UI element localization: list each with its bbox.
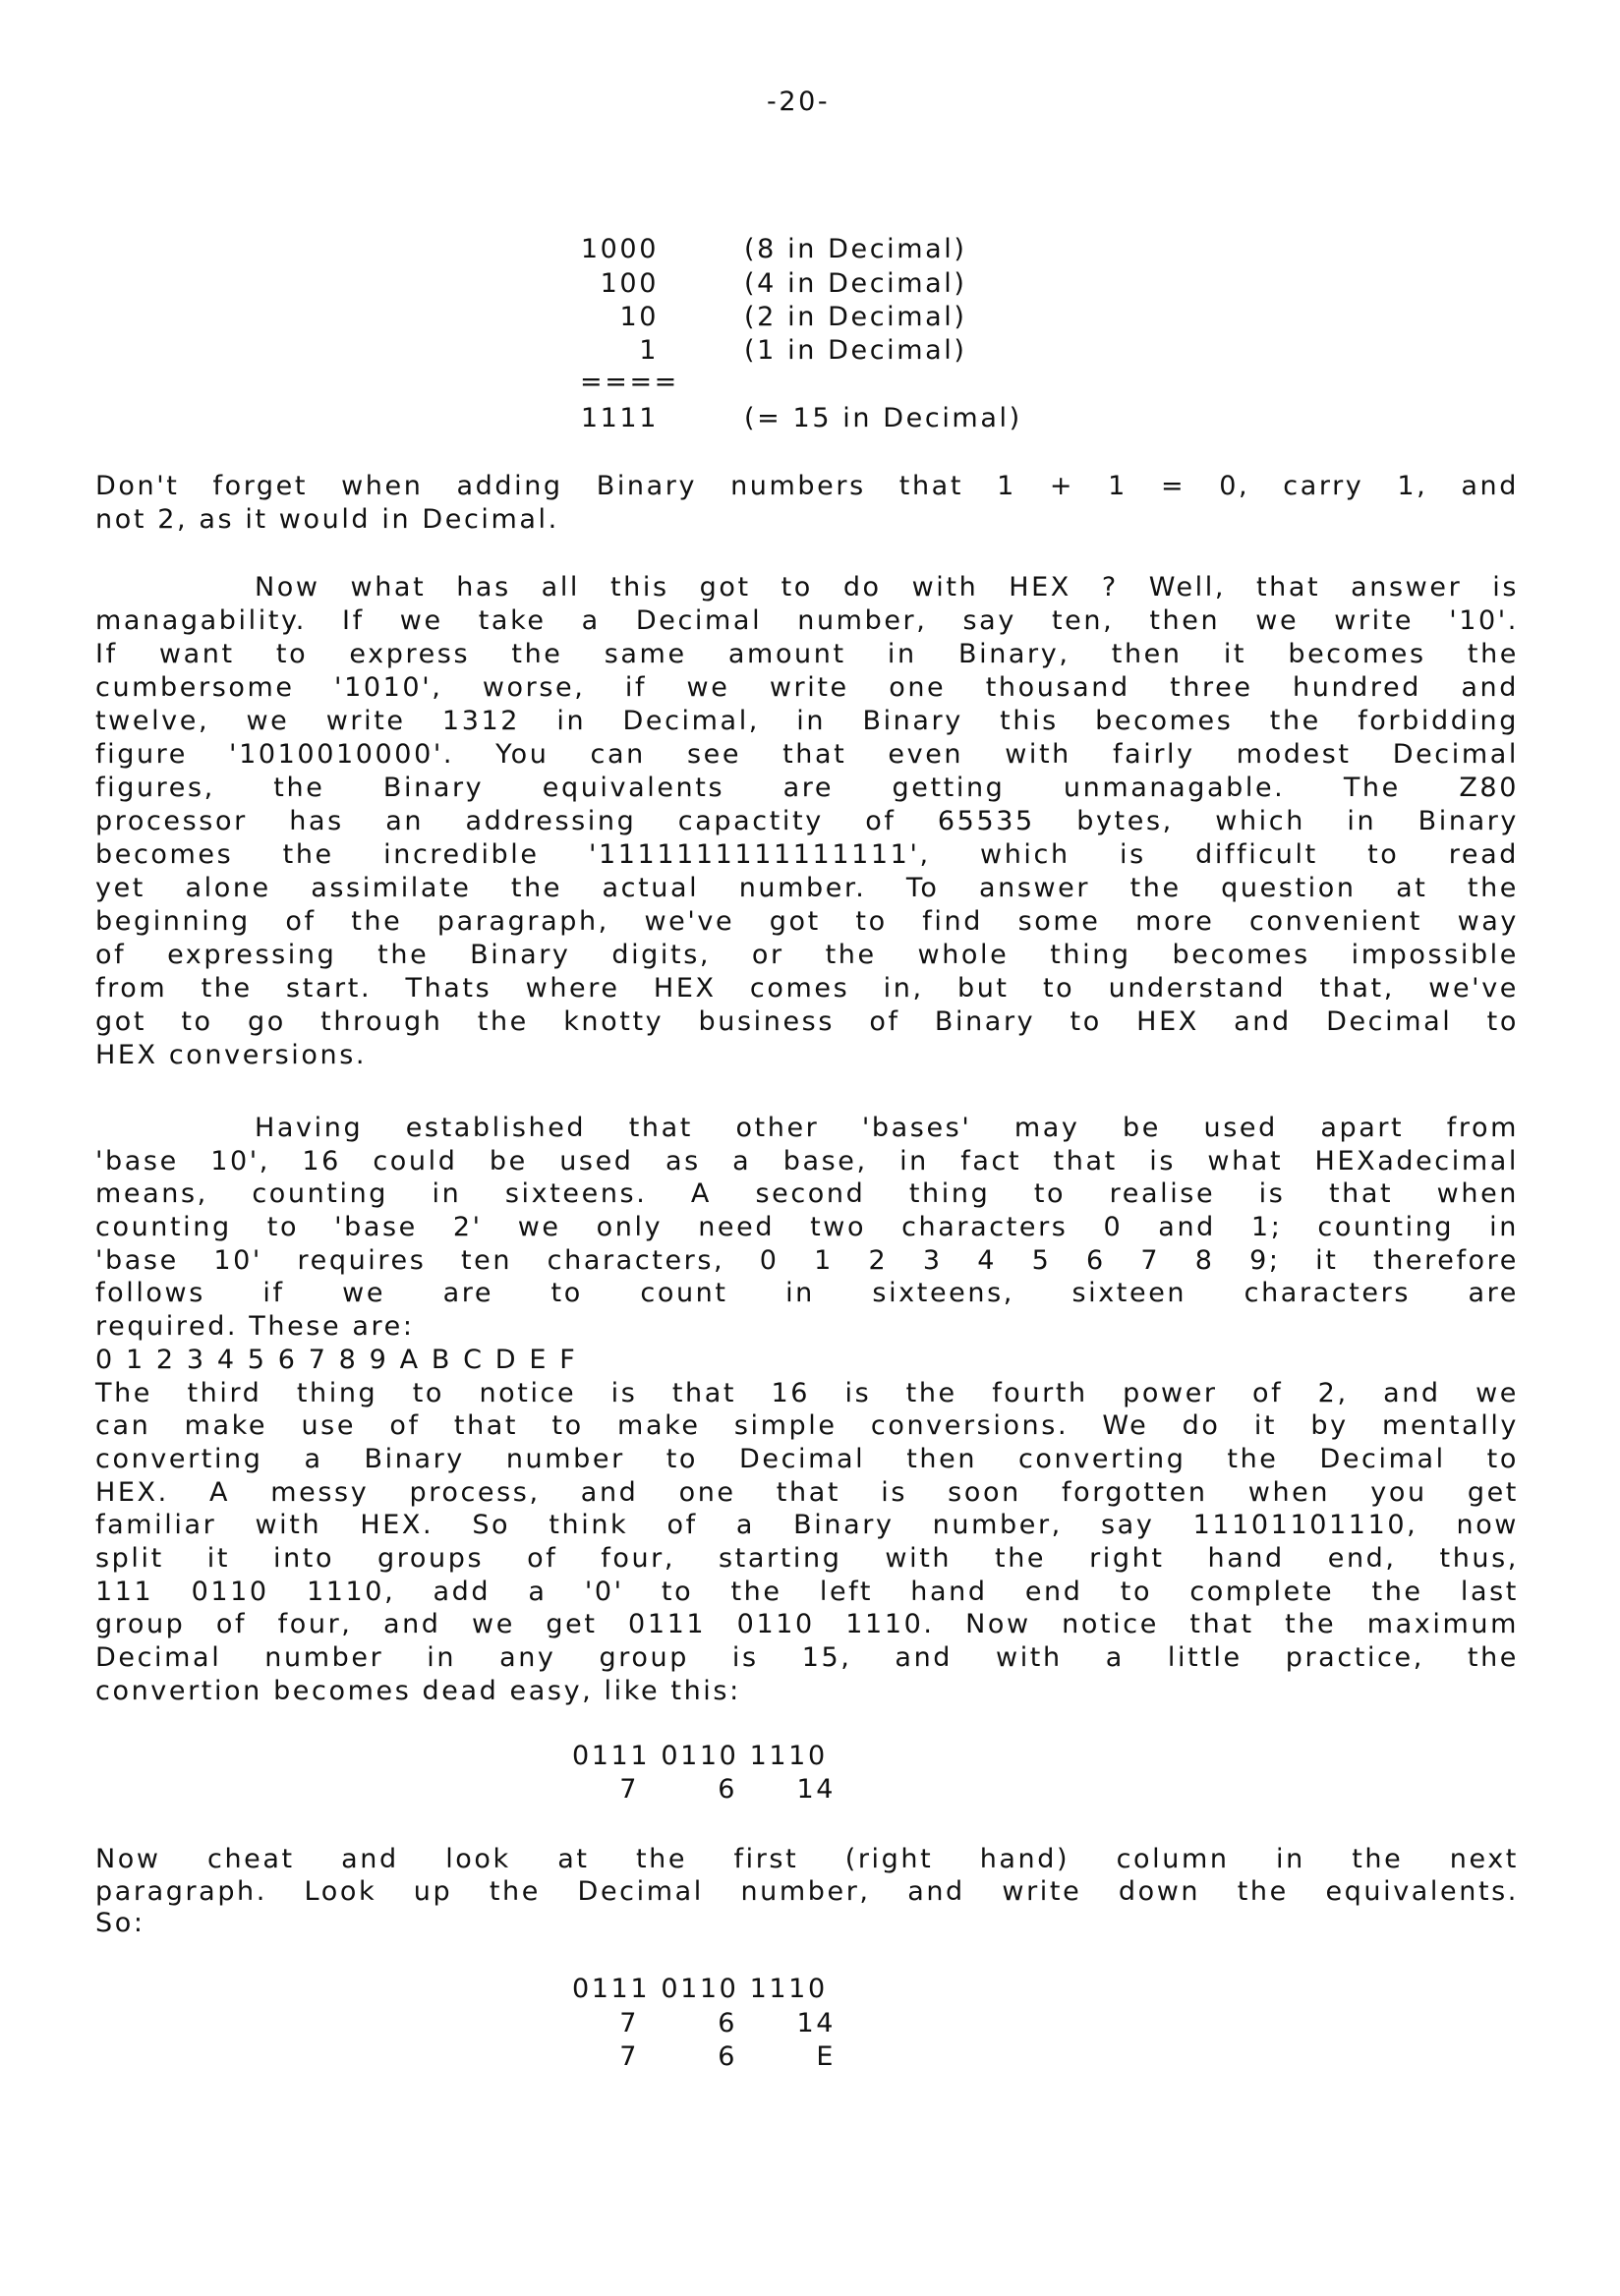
decimal-note: (8 in Decimal): [744, 234, 967, 264]
binary-value: 1000: [580, 234, 659, 264]
text-line: So:: [95, 1908, 145, 1938]
text-line: cumbersome '1010', worse, if we write one thousand three hundred and: [95, 672, 1519, 703]
text-line: HEX conversions.: [95, 1040, 368, 1070]
decimal-digit: 14: [796, 1774, 836, 1805]
binary-group: 1110: [749, 1741, 828, 1771]
text-line: can make use of that to make simple conversions. We do it by mentally: [95, 1410, 1519, 1442]
text-line: of expressing the Binary digits, or the whole thing becomes impossible: [95, 940, 1519, 970]
hex-digit: 7: [619, 2041, 639, 2072]
paragraph: [95, 571, 1519, 1072]
text-line: 'base 10', 16 could be used as a base, in fact that is what HEXadecimal: [95, 1145, 1519, 1177]
decimal-digit: 14: [796, 2008, 836, 2038]
decimal-digit: 6: [718, 2008, 737, 2038]
text-line: 0 1 2 3 4 5 6 7 8 9 A B C D E F: [95, 1344, 578, 1375]
text-line: HEX. A messy process, and one that is soon forgotten when you get: [95, 1476, 1519, 1508]
text-line: twelve, we write 1312 in Decimal, in Binary this becomes the forbidding: [95, 706, 1519, 736]
paragraph: [95, 1844, 1519, 1940]
binary-group: 0111: [572, 1974, 651, 2004]
text-line: paragraph. Look up the Decimal number, and write down the equivalents.: [95, 1875, 1519, 1907]
binary-group: 0110: [661, 1974, 739, 2004]
text-line: split it into groups of four, starting with the right hand end, thus,: [95, 1542, 1519, 1574]
text-line: managability. If we take a Decimal number, say ten, then we write '10'.: [95, 605, 1519, 636]
text-line: means, counting in sixteens. A second thing to realise is that when: [95, 1178, 1519, 1210]
binary-value: 100: [600, 268, 659, 299]
decimal-digit: 7: [619, 1774, 639, 1805]
binary-total: 1111: [580, 403, 659, 433]
text-line: figures, the Binary equivalents are getting unmanagable. The Z80: [95, 773, 1519, 803]
binary-group: 1110: [749, 1974, 828, 2004]
text-line: from the start. Thats where HEX comes in, but to understand that, we've: [95, 973, 1519, 1004]
paragraph: [95, 470, 1519, 537]
text-line: Having established that other 'bases' may be used apart from: [255, 1113, 1519, 1143]
text-line: If want to express the same amount in Binary, then it becomes the: [95, 639, 1519, 669]
text-line: group of four, and we get 0111 0110 1110. Now notice that the maximum: [95, 1609, 1519, 1640]
text-line: The third thing to notice is that 16 is the fourth power of 2, and we: [95, 1377, 1519, 1408]
text-line: yet alone assimilate the actual number. To answer the question at the: [95, 873, 1519, 903]
decimal-note: (1 in Decimal): [744, 335, 967, 366]
text-line: Now cheat and look at the first (right hand) column in the next: [95, 1844, 1519, 1874]
decimal-note: (4 in Decimal): [744, 268, 967, 299]
binary-value: 1: [639, 335, 659, 366]
binary-group: 0111: [572, 1741, 651, 1771]
text-line: got to go through the knotty business of Binary to HEX and Decimal to: [95, 1006, 1519, 1037]
sum-rule: ====: [580, 367, 679, 397]
text-line: 'base 10' requires ten characters, 0 1 2 3 4 5 6 7 8 9; it therefore: [95, 1244, 1519, 1276]
text-line: convertion becomes dead easy, like this:: [95, 1675, 741, 1706]
text-line: not 2, as it would in Decimal.: [95, 504, 559, 535]
text-line: 111 0110 1110, add a '0' to the left hand end to complete the last: [95, 1576, 1519, 1607]
text-line: Don't forget when adding Binary numbers that 1 + 1 = 0, carry 1, and: [95, 471, 1519, 501]
hex-digit: E: [816, 2041, 836, 2072]
page-number: -20-: [767, 86, 831, 117]
decimal-digit: 7: [619, 2008, 639, 2038]
text-line: beginning of the paragraph, we've got to find some more convenient way: [95, 906, 1519, 937]
text-line: converting a Binary number to Decimal then converting the Decimal to: [95, 1443, 1519, 1474]
binary-value: 10: [619, 302, 659, 332]
text-line: Now what has all this got to do with HEX ? Well, that answer is: [255, 572, 1519, 603]
text-line: familiar with HEX. So think of a Binary number, say 11101101110, now: [95, 1510, 1519, 1541]
text-line: Decimal number in any group is 15, and with a little practice, the: [95, 1642, 1519, 1673]
text-line: required. These are:: [95, 1311, 415, 1343]
text-line: follows if we are to count in sixteens, sixteen characters are: [95, 1278, 1519, 1309]
paragraph: [95, 1112, 1519, 1707]
decimal-note: (2 in Decimal): [744, 302, 967, 332]
hex-digit: 6: [718, 2041, 737, 2072]
decimal-total-note: (= 15 in Decimal): [744, 403, 1022, 433]
binary-group: 0110: [661, 1741, 739, 1771]
text-line: figure '1010010000'. You can see that even with fairly modest Decimal: [95, 739, 1519, 770]
text-line: processor has an addressing capactity of 65535 bytes, which in Binary: [95, 806, 1519, 836]
decimal-digit: 6: [718, 1774, 737, 1805]
text-line: becomes the incredible '1111111111111111', which is difficult to read: [95, 839, 1519, 870]
text-line: counting to 'base 2' we only need two characters 0 and 1; counting in: [95, 1212, 1519, 1243]
